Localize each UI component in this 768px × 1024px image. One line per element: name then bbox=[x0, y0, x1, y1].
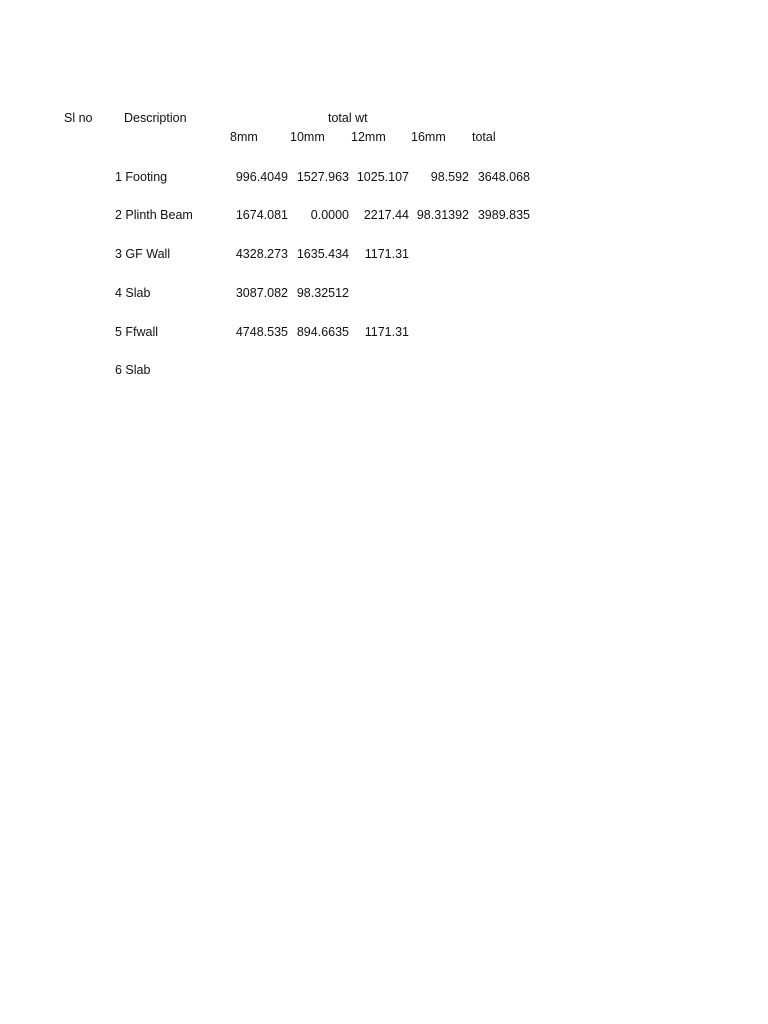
cell-12mm: 2217.44 bbox=[363, 208, 409, 222]
row-label: 6 Slab bbox=[115, 363, 151, 377]
cell-12mm: 1025.107 bbox=[356, 170, 409, 184]
cell-total: 3648.068 bbox=[477, 170, 530, 184]
header-col-16mm: 16mm bbox=[411, 130, 446, 144]
header-col-12mm: 12mm bbox=[351, 130, 386, 144]
cell-10mm: 98.32512 bbox=[296, 286, 349, 300]
cell-8mm: 1674.081 bbox=[235, 208, 288, 222]
cell-8mm: 4748.535 bbox=[235, 325, 288, 339]
cell-10mm: 894.6635 bbox=[296, 325, 349, 339]
cell-8mm: 3087.082 bbox=[235, 286, 288, 300]
cell-10mm: 1527.963 bbox=[296, 170, 349, 184]
cell-16mm: 98.31392 bbox=[416, 208, 469, 222]
row-label: 5 Ffwall bbox=[115, 325, 159, 339]
cell-10mm: 1635.434 bbox=[296, 247, 349, 261]
row-label: 3 GF Wall bbox=[115, 247, 171, 261]
cell-10mm: 0.0000 bbox=[310, 208, 349, 222]
cell-total: 3989.835 bbox=[477, 208, 530, 222]
cell-8mm: 4328.273 bbox=[235, 247, 288, 261]
header-col-10mm: 10mm bbox=[290, 130, 325, 144]
header-col-total: total bbox=[472, 130, 496, 144]
header-description: Description bbox=[124, 111, 187, 125]
cell-8mm: 996.4049 bbox=[235, 170, 288, 184]
row-label: 2 Plinth Beam bbox=[115, 208, 193, 222]
row-label: 1 Footing bbox=[115, 170, 168, 184]
row-label: 4 Slab bbox=[115, 286, 151, 300]
header-total-wt: total wt bbox=[328, 111, 368, 125]
cell-12mm: 1171.31 bbox=[364, 325, 409, 339]
header-sl-no: Sl no bbox=[64, 111, 93, 125]
cell-12mm: 1171.31 bbox=[364, 247, 409, 261]
header-col-8mm: 8mm bbox=[230, 130, 258, 144]
cell-16mm: 98.592 bbox=[430, 170, 469, 184]
